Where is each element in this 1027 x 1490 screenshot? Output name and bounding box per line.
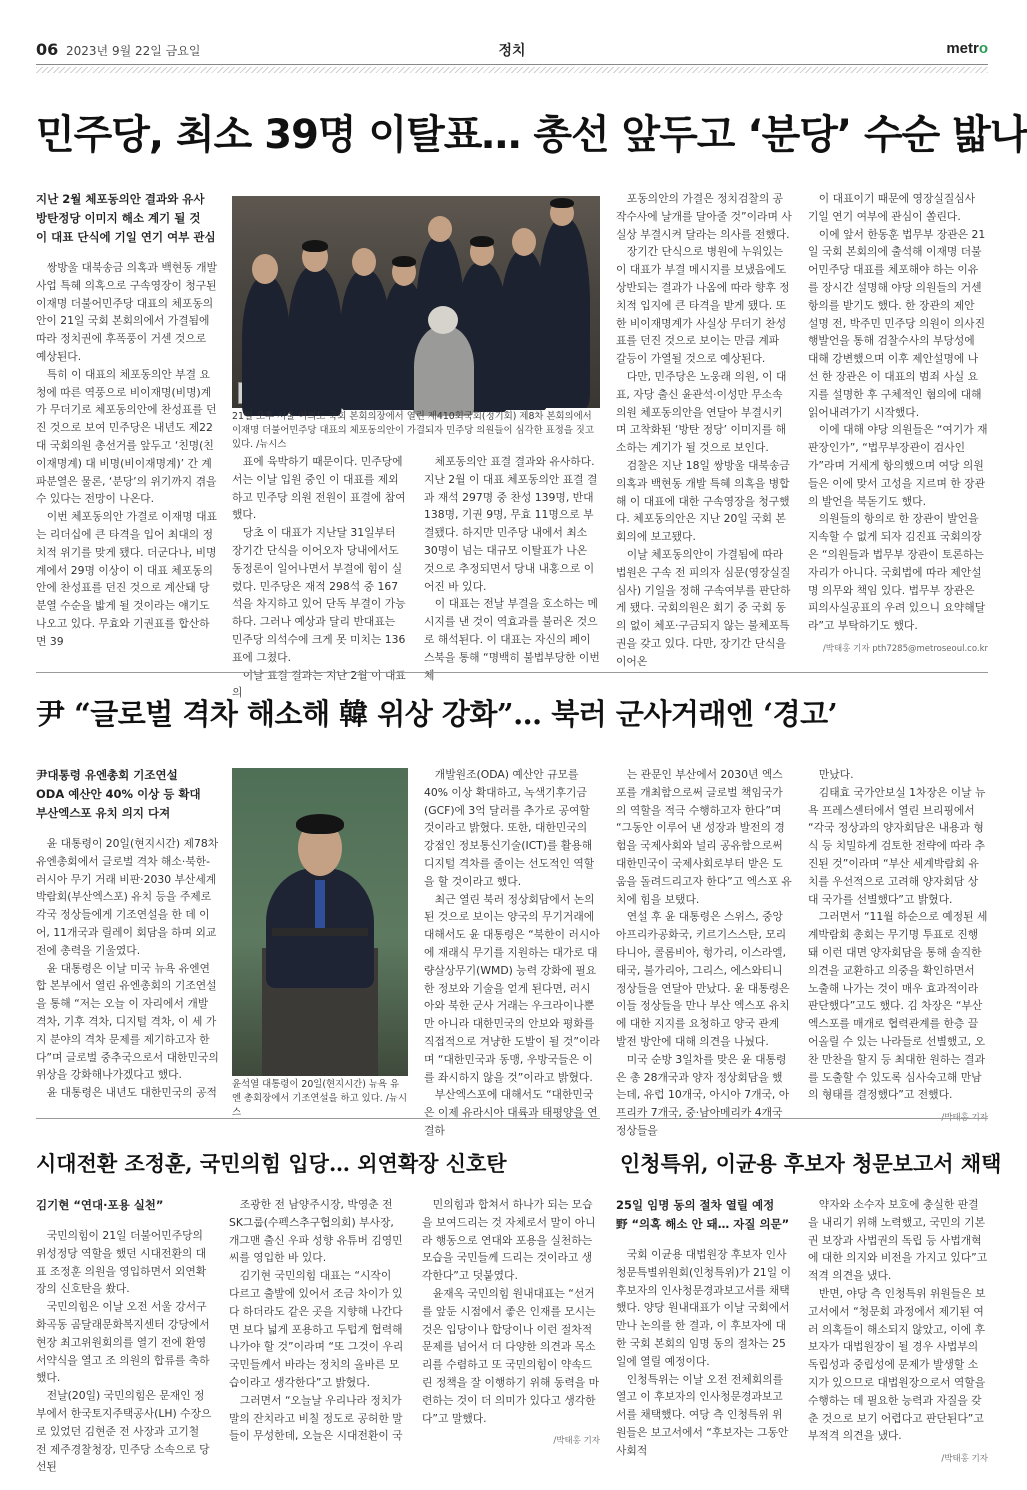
article-1-paragraph: 장기간 단식으로 병원에 누워있는 이 대표가 부결 메시지를 보냈음에도 상반되는 결과가 나옴에 따라 향후 정치적 입지에 큰 타격을 받게 됐다. 또한 비이재명계가 사실상 무더기 찬성표를 던진 것으로 보이는 만큼 계파 갈등이 가열될 것으로 예상된다. [616, 245, 790, 366]
article-1-column-4 [616, 190, 792, 668]
article-1-paragraph: 당초 이 대표가 지난달 31일부터 장기간 단식을 이어오자 당내에서도 동정론이 일어나면서 부결에 힘이 실렸다. 민주당은 재적 298석 중 167석을 차지하고 있어 단독 부결이 가능하다. 그러나 예상과 달리 반대표는 민주당 의석수에 크게 못 미치는 136표에 그쳤다. [232, 526, 406, 664]
article-1-paragraph: 쌍방울 대북송금 의혹과 백현동 개발사업 특혜 의혹으로 구속영장이 청구된 이재명 더불어민주당 대표의 체포동의안이 21일 국회 본회의에서 가결됨에 따라 정치권에 후폭풍이 거센 것으로 예상된다. [36, 261, 217, 363]
issue-date: 2023년 9월 22일 금요일 [66, 44, 201, 58]
article-1-column-2 [232, 453, 408, 700]
header-rule [36, 64, 988, 65]
article-3-column-3 [422, 1196, 600, 1456]
article-1-paragraph: 이번 체포동의안 가결로 이재명 대표는 리더십에 큰 타격을 입어 최대의 정치적 위기를 맞게 됐다. 더군다나, 비명계에서 29명 이상이 이 대표 체포동의안에 찬성표를 던진 것으로 계산돼 당 분열 수순을 밟게 될 것이라는 얘기도 나오고 있다. 무효와 기권표를 합산하면 39 [36, 510, 217, 648]
article-3-paragraph: 국민의힘은 이날 오전 서울 강서구 화곡동 곰달래문화복지센터 강당에서 현장 최고위원회의를 열기 전에 환영 서약식을 열고 조 의원의 합류를 축하했다. [36, 1300, 210, 1385]
article-1-paragraph: 포동의안의 가결은 정치검찰의 공작수사에 날개를 달아줄 것”이라며 사실상 부결시켜 달라는 의사를 전했다. [616, 192, 792, 241]
article-1-paragraph: 의원들의 항의로 한 장관이 발언을 지속할 수 없게 되자 김진표 국회의장은 “의원들과 법무부 장관이 토론하는 자리가 아니다. 국회법에 따라 제안설명 의무와 책임 있다. 법무부 장관은 피의사실공표의 우려 있으니 요약해달라”고 부탁하기도 했다. [808, 512, 986, 633]
article-1-paragraph: 표에 육박하기 때문이다. 민주당에서는 이날 입원 중인 이 대표를 제외하고 민주당 의원 전원이 표결에 참여했다. [232, 455, 406, 522]
metro-logo: metro [946, 40, 988, 57]
article-3-column-1 [36, 1196, 212, 1474]
article-1-photo [232, 196, 600, 408]
article-2-paragraph: 개발원조(ODA) 예산안 규모를 40% 이상 확대하고, 녹색기후기금(GCF)에 3억 달러를 추가로 공여할 것이라고 밝혔다. 또한, 대한민국의 강점인 정보통신기술(ICT)를 활용해 디지털 격차를 줄이는 선도적인 역할을 할 것이라고 했다. [424, 768, 595, 888]
article-1-paragraph: 이에 대해 야당 의원들은 “여기가 재판장인가”, “법무부장관이 검사인가”라며 거세게 항의했으며 여당 의원들은 이에 맞서 고성을 지르며 한 장관의 발언을 북돋기도 했다. [808, 423, 988, 508]
article-3-paragraph: 김기현 국민의힘 대표는 “시작이 다르고 출발에 있어서 조금 차이가 있다 하더라도 같은 곳을 지향해 나간다면 보다 넓게 포용하고 두텁게 협력해 나가야 할 것”이라며 “또 그것이 우리 국민들께서 바라는 정치의 올바른 모습이라고 생각한다”고 밝혔다. [229, 1269, 404, 1389]
article-4-column-2 [808, 1196, 988, 1465]
article-2-paragraph: 만났다. [818, 768, 854, 781]
article-2-paragraph: 미국 순방 3일차를 맞은 윤 대통령은 총 28개국과 양자 정상회담을 했는데, 유럽 10개국, 아시아 7개국, 아프리카 7개국, 중·남아메리카 4개국 정상들을 [616, 1052, 790, 1137]
article-1-paragraph: 이 대표이기 때문에 영장실질심사 기일 연기 여부에 관심이 쏠린다. [808, 192, 976, 223]
article-4-column-1 [616, 1196, 792, 1456]
article-3-column-2 [229, 1196, 405, 1456]
article-2-column-3 [424, 766, 600, 1137]
article-2-paragraph: 그러면서 “11월 하순으로 예정된 세계박람회 총회는 무기명 투표로 진행돼 이런 대면 양자회담을 통해 솔직한 의견을 교환하고 의중을 확인하면서 노출해 나가는 것이 매우 효과적이라 판단했다”고도 했다. 김 차장은 “부산 엑스포를 매개로 협력관계를 한층 끌어올릴 수 있는 나라들로 선별했고, 오찬 만찬을 할지 등 최대한 원하는 결과를 도출할 수 있도록 심사숙고해 만남의 형태를 결정했다”고 전했다. [808, 910, 988, 1102]
article-3-byline: /박태홍 기자 [553, 1436, 600, 1447]
article-3-paragraph: 그러면서 “오늘날 우리나라 정치가 말의 잔치라고 비칠 정도로 공허한 말들이 무성한데, 오늘은 시대전환이 국 [229, 1393, 403, 1443]
article-3-headline: 시대전환 조정훈, 국민의힘 입당… 외연확장 신호탄 [36, 1151, 507, 1176]
article-2-paragraph: 윤 대통령이 20일(현지시간) 제78차 유엔총회에서 글로벌 격차 해소·북한-러시아 무기 거래 비판·2030 부산세계박람회(부산엑스포) 유치 등을 주제로 각국 정상들에게 기조연설을 한 데 이어, 11개국과 릴레이 회담을 하며 외교전에 총력을 기울였다. [36, 837, 219, 957]
article-3-paragraph: 국민의힘이 21일 더불어민주당의 위성정당 역할을 했던 시대전환의 대표 조정훈 의원을 영입하면서 외연확장의 신호탄을 쐈다. [36, 1229, 207, 1296]
article-1-column-3 [424, 453, 600, 682]
article-2-column-5 [808, 766, 988, 1124]
article-2-paragraph: 김태효 국가안보실 1차장은 이날 뉴욕 프레스센터에서 열린 브리핑에서 “각국 정상과의 양자회담은 내용과 형식 등 치밀하게 검토한 전략에 따라 추진된 것”이라며 “부산 세계박람회 유치를 우선적으로 고려해 양자회담 상대 국가를 선별했다”고 밝혔다. [808, 785, 986, 906]
page-header [36, 40, 988, 64]
article-3-paragraph: 조광한 전 남양주시장, 박영춘 전 SK그룹(수펙스추구협의회) 부사장, 개그맨 출신 우파 성향 유튜버 김영민 씨를 영입한 바 있다. [229, 1198, 403, 1265]
article-4-headline: 인청특위, 이균용 후보자 청문보고서 채택 [620, 1151, 1002, 1176]
article-1-paragraph: 검찰은 지난 18일 쌍방울 대북송금 의혹과 백현동 개발 특혜 의혹을 병합해 이 대표에 대한 구속영장을 청구했다. 체포동의안은 지난 20일 국회 본회의에 보고됐다. [616, 458, 790, 544]
article-1-column-5 [808, 190, 988, 652]
article-1-column-1 [36, 190, 220, 650]
article-4-deck: 25일 임명 동의 절차 열릴 예정 野 “의혹 해소 안 돼… 자질 의문” [616, 1198, 790, 1231]
section-name: 정치 [498, 43, 526, 59]
article-divider [620, 1118, 988, 1119]
article-1-paragraph: 특히 이 대표의 체포동의안 부결 요청에 따른 역풍으로 비이재명(비명)계가 무더기로 체포동의안에 찬성표를 던진 것으로 보여 민주당은 내년도 제22대 국회의원 총선거를 앞두고 ‘친명(친이재명계) 대 비명(비이재명계)’ 간 계파분열은 물론, ‘분당’의 위기까지 겪을 수 있다는 전망이 나온다. [36, 367, 217, 506]
page-number: 06 [36, 40, 59, 59]
article-2-column-1 [36, 766, 220, 1106]
article-2-paragraph: 윤 대통령은 이날 미국 뉴욕 유엔연합 본부에서 열린 유엔총회의 기조연설을 통해 “저는 오늘 이 자리에서 개발 격차, 기후 격차, 디지털 격차, 이 세 가지 분야의 격차 문제를 제기하고자 한다”며 글로벌 중추국으로서 대한민국의 위상을 강화해나가겠다고 했다. [36, 961, 219, 1082]
article-3-deck: 김기현 “연대·포용 실천” [36, 1198, 164, 1212]
article-1-paragraph: 이에 앞서 한동훈 법무부 장관은 21일 국회 본회의에 출석해 이재명 더불어민주당 대표를 체포해야 하는 이유를 장시간 설명해 야당 의원들의 거센 항의를 받기도 했다. 한 장관의 제안 설명 전, 박주민 민주당 의원이 의사진행발언을 통해 검찰수사의 부당성에 대해 강변했으며 이후 제안설명에 나선 한 장관은 이 대표의 범죄 사실 요지를 설명한 후 구체적인 혐의에 대해 읽어내려가기 시작했다. [808, 227, 986, 419]
article-3-paragraph: 민의힘과 합쳐서 하나가 되는 모습을 보여드리는 것 자체로서 말이 아니라 행동으로 연대와 포용을 실천하는 모습을 국민들께 드리는 것이라고 생각한다”고 덧붙였다. [422, 1198, 596, 1283]
article-2-paragraph: 최근 열린 북러 정상회담에서 논의된 것으로 보이는 양국의 무기거래에 대해서도 윤 대통령은 “북한이 러시아에 재래식 무기를 지원하는 대가로 대량살상무기(WMD) 능력 강화에 필요한 정보와 기술을 얻게 된다면, 러시아와 북한 군사 거래는 우크라이나뿐만 아니라 대한민국의 안보와 평화를 직접적으로 겨냥한 도발이 될 것”이라며 “대한민국과 동맹, 우방국들은 이를 좌시하지 않을 것”이라고 밝혔다. [424, 892, 600, 1084]
article-2-paragraph: 부산엑스포에 대해서도 “대한민국은 이제 유라시아 대륙과 태평양을 연결하 [424, 1088, 598, 1137]
article-2-paragraph: 는 관문인 부산에서 2030년 엑스포를 개최함으로써 글로벌 책임국가의 역할을 적극 수행하고자 한다”며 “그동안 이루어 낸 성장과 발전의 경험을 국제사회와 널리 공유함으로써 대한민국이 국제사회로부터 받은 도움을 돌려드리고자 한다”고 엑스포 유치에 힘을 보탰다. [616, 768, 792, 906]
article-4-paragraph: 국회 이균용 대법원장 후보자 인사청문특별위원회(인청특위)가 21일 이 후보자의 인사청문경과보고서를 채택했다. 양당 원내대표가 이날 국회에서 만나 논의를 한 결과, 이 후보자에 대한 국회 본회의 임명 동의 절차는 25일에 열릴 예정이다. [616, 1248, 792, 1368]
article-1-headline: 민주당, 최소 39명 이탈표… 총선 앞두고 ‘분당’ 수순 밟나 [36, 112, 1027, 158]
article-divider [36, 672, 988, 673]
article-2-photo-caption: 윤석열 대통령이 20일(현지시간) 뉴욕 유엔 총회장에서 기조연설을 하고 있다. /뉴시스 [232, 1079, 407, 1118]
article-3-paragraph: 전날(20일) 국민의힘은 문재인 정부에서 한국토지주택공사(LH) 수장으로 있었던 김현준 전 사장과 고기철 전 제주경찰청장, 민주당 소속으로 당선된 [36, 1389, 212, 1474]
article-2-column-4 [616, 766, 792, 1137]
article-1-paragraph: 이 대표는 전날 부결을 호소하는 메시지를 낸 것이 역효과를 불러온 것으로 해석된다. 이 대표는 자신의 페이스북을 통해 “명백히 불법부당한 이번 체 [424, 597, 600, 682]
header-hatch-divider [36, 67, 988, 73]
article-1-photo-caption: 21일 오후 서울 여의도 국회 본회의장에서 열린 제410회국회(정기회) 제8차 본회의에서 이재명 더불어민주당 대표의 체포동의안이 가결되자 민주당 의원들이 심각한 표정을 짓고 있다. /뉴시스 [232, 411, 594, 450]
article-1-paragraph: 다만, 민주당은 노웅래 의원, 이 대표, 자당 출신 윤관석·이성만 무소속 의원 체포동의안을 연달아 부결시키며 고착화된 ‘방탄 정당’ 이미지를 해소하는 계기가 될 것으로 보인다. [616, 369, 787, 455]
article-divider [36, 1118, 600, 1119]
article-1-paragraph: 이날 체포동의안이 가결됨에 따라 법원은 구속 전 피의자 심문(영장실질심사) 기일을 정해 구속여부를 판단하게 됐다. 국회의원은 회기 중 국회 동의 없이 체포·구금되지 않는 불체포특권을 갖고 있다. 다만, 장기간 단식을 이어온 [616, 547, 791, 668]
article-3-paragraph: 윤재옥 국민의힘 원내대표는 “선거를 앞둔 시점에서 좋은 인재를 모시는 것은 입당이나 합당이나 이런 절차적 문제를 넘어서 더 다양한 의견과 목소리를 수렴하고 또 국민의힘이 약속드린 정책을 잘 이행하기 위해 동력을 마련하는 것이 더 의미가 있다고 생각한다”고 말했다. [422, 1286, 600, 1425]
article-1-deck: 지난 2월 체포동의안 결과와 유사 방탄정당 이미지 해소 계기 될 것 이 대표 단식에 기일 연기 여부 관심 [36, 192, 216, 244]
article-2-deck: 尹대통령 유엔총회 기조연설 ODA 예산안 40% 이상 등 확대 부산엑스포 유치 의지 다져 [36, 768, 201, 820]
article-4-paragraph: 인청특위는 이날 오전 전체회의를 열고 이 후보자의 인사청문경과보고서를 채택했다. 여당 측 인청특위 위원들은 보고서에서 “후보자는 그동안 사회적 [616, 1372, 789, 1457]
article-2-headline: 尹 “글로벌 격차 해소해 韓 위상 강화”… 북러 군사거래엔 ‘경고’ [36, 697, 838, 731]
article-1-paragraph: 이날 표결 결과는 지난 2월 이 대표의 [232, 668, 406, 700]
article-4-paragraph: 약자와 소수자 보호에 충실한 판결을 내리기 위해 노력했고, 국민의 기본권 보장과 사법권의 독립 등 사법개혁에 대한 의지와 비전을 가지고 있다”고 적격 의견을 냈다. [808, 1198, 988, 1283]
article-2-paragraph: 윤 대통령은 내년도 대한민국의 공적 [46, 1086, 217, 1100]
article-4-paragraph: 반면, 야당 측 인청특위 위원들은 보고서에서 “청문회 과정에서 제기된 여러 의혹들이 해소되지 않았고, 이에 후보자가 대법원장이 될 경우 사법부의 독립성과 중립성에 문제가 발생할 소지가 있으므로 대법원장으로서 역할을 수행하는 데 필요한 능력과 자질을 갖춘 것으로 보기 어렵다고 판단된다”고 부적격 의견을 냈다. [808, 1286, 986, 1443]
article-1-paragraph: 체포동의안 표결 결과와 유사하다. 지난 2월 이 대표 체포동의안 표결 결과 재석 297명 중 찬성 139명, 반대 138명, 기권 9명, 무효 11명으로 부결됐다. 하지만 민주당 내에서 최소 30명이 넘는 대규모 이탈표가 나온 것으로 추정되면서 당내 내홍으로 이어진 바 있다. [424, 455, 598, 593]
article-4-byline: /박태홍 기자 [941, 1454, 988, 1465]
article-2-paragraph: 연설 후 윤 대통령은 스위스, 중앙아프리카공화국, 키르기스스탄, 모리타니아, 콜롬비아, 헝가리, 이스라엘, 태국, 불가리아, 그리스, 에스와티니 정상들을 연달아 만났다. 윤 대통령은 이들 정상들을 만나 부산 엑스포 유치에 대한 지지를 요청하고 양국 관계 발전 방안에 대해 의견을 나눴다. [616, 910, 790, 1048]
article-2-photo [232, 768, 408, 1076]
article-1-byline: /박태홍 기자 pth7285@metroseoul.co.kr [822, 643, 988, 654]
article-2-byline: /박태홍 기자 [941, 1113, 988, 1124]
